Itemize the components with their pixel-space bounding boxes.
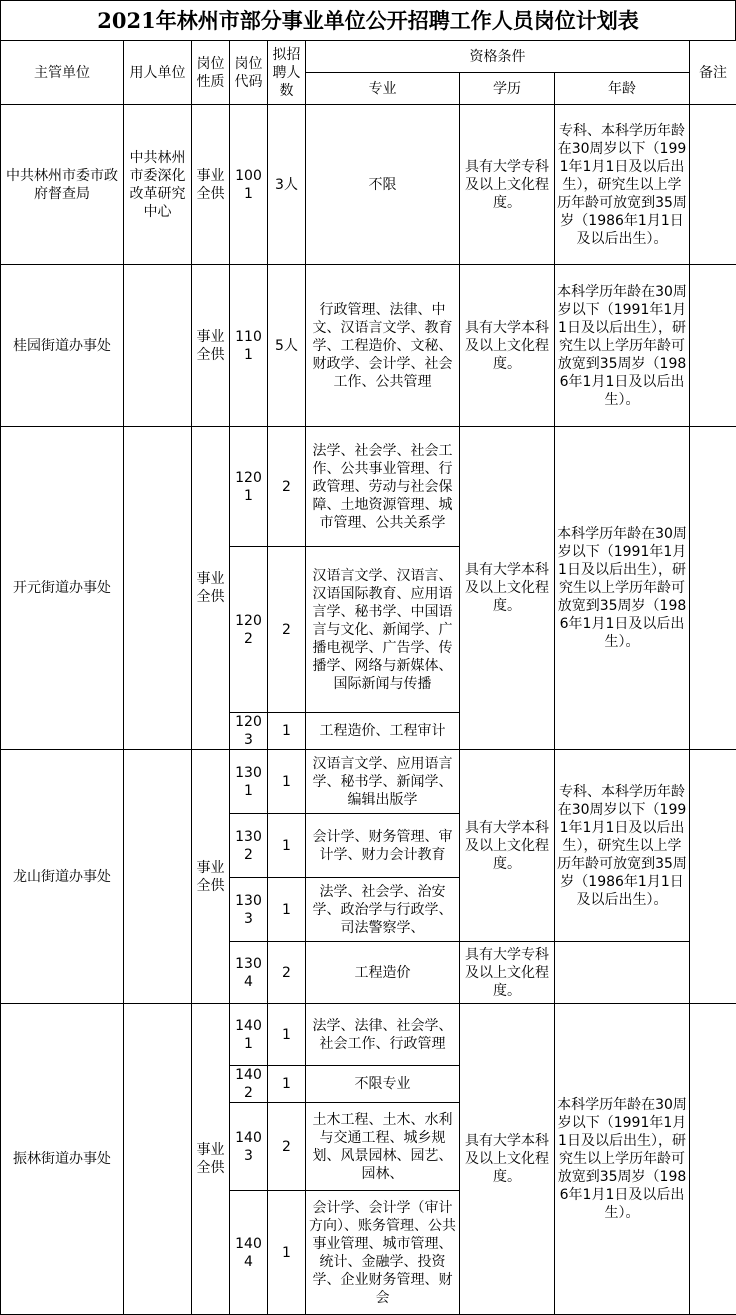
major-cell: 汉语言文学、应用语言学、秘书学、新闻学、编辑出版学 [306,750,460,814]
age-cell [555,942,690,1004]
header-remarks: 备注 [690,41,736,105]
employer-cell [124,265,192,427]
code-cell: 1404 [230,1191,268,1315]
nature-cell: 事业全供 [192,1004,230,1315]
header-education: 学历 [460,73,555,105]
age-cell: 专科、本科学历年龄在30周岁以下（1991年1月1日及以后出生），研究生以上学历年龄可放宽到35周岁（1986年1月1日及以后出生）。 [555,105,690,265]
age-cell: 本科学历年龄在30周岁以下（1991年1月1日及以后出生），研究生以上学历年龄可放宽到35周岁（1986年1月1日及以后出生）。 [555,1004,690,1315]
code-cell: 1201 [230,427,268,547]
major-cell: 法学、社会学、社会工作、公共事业管理、行政管理、劳动与社会保障、土地资源管理、城市管理、公共关系学 [306,427,460,547]
age-cell: 本科学历年龄在30周岁以下（1991年1月1日及以后出生），研究生以上学历年龄可放宽到35周岁（1986年1月1日及以后出生）。 [555,427,690,750]
count-cell: 2 [268,942,306,1004]
count-cell: 1 [268,1066,306,1103]
remarks-cell [690,1004,736,1315]
header-nature: 岗位性质 [192,41,230,105]
page-title: 2021年林州市部分事业单位公开招聘工作人员岗位计划表 [0,0,736,40]
employer-cell [124,427,192,750]
header-qualifications: 资格条件 [306,41,690,73]
supervisor-cell: 中共林州市委市政府督查局 [1,105,124,265]
header-age: 年龄 [555,73,690,105]
education-cell: 具有大学专科及以上文化程度。 [460,942,555,1004]
code-cell: 1301 [230,750,268,814]
employer-cell: 中共林州市委深化改革研究中心 [124,105,192,265]
age-cell: 本科学历年龄在30周岁以下（1991年1月1日及以后出生），研究生以上学历年龄可放宽到35周岁（1986年1月1日及以后出生）。 [555,265,690,427]
header-code: 岗位代码 [230,41,268,105]
code-cell: 1202 [230,547,268,713]
nature-cell: 事业全供 [192,105,230,265]
education-cell: 具有大学本科及以上文化程度。 [460,1004,555,1315]
table-row [1,750,736,814]
count-cell: 1 [268,814,306,878]
remarks-cell [690,750,736,1004]
code-cell: 1203 [230,713,268,750]
code-cell: 1403 [230,1103,268,1191]
count-cell: 2 [268,427,306,547]
major-cell: 工程造价 [306,942,460,1004]
supervisor-cell: 桂园街道办事处 [1,265,124,427]
education-cell: 具有大学本科及以上文化程度。 [460,427,555,750]
count-cell: 2 [268,1103,306,1191]
code-cell: 1001 [230,105,268,265]
education-cell: 具有大学本科及以上文化程度。 [460,750,555,942]
header-employer: 用人单位 [124,41,192,105]
header-count: 拟招聘人数 [268,41,306,105]
major-cell: 行政管理、法律、中文、汉语言文学、教育学、工程造价、文秘、财政学、会计学、社会工作、公共管理 [306,265,460,427]
recruitment-table [0,40,736,1315]
count-cell: 1 [268,1191,306,1315]
table-row [1,1004,736,1066]
nature-cell: 事业全供 [192,427,230,750]
remarks-cell [690,427,736,750]
age-cell: 专科、本科学历年龄在30周岁以下（1991年1月1日及以后出生），研究生以上学历年龄可放宽到35周岁（1986年1月1日及以后出生）。 [555,750,690,942]
major-cell: 会计学、会计学（审计方向）、账务管理、公共事业管理、城市管理、统计、金融学、投资学、企业财务管理、财会 [306,1191,460,1315]
code-cell: 1304 [230,942,268,1004]
major-cell: 会计学、财务管理、审计学、财力会计教育 [306,814,460,878]
code-cell: 1303 [230,878,268,942]
nature-cell: 事业全供 [192,750,230,1004]
code-cell: 1101 [230,265,268,427]
remarks-cell [690,265,736,427]
count-cell: 1 [268,878,306,942]
code-cell: 1401 [230,1004,268,1066]
code-cell: 1302 [230,814,268,878]
nature-cell: 事业全供 [192,265,230,427]
major-cell: 不限专业 [306,1066,460,1103]
supervisor-cell: 龙山街道办事处 [1,750,124,1004]
employer-cell [124,750,192,1004]
education-cell: 具有大学本科及以上文化程度。 [460,265,555,427]
count-cell: 1 [268,713,306,750]
header-row [1,41,736,73]
major-cell: 不限 [306,105,460,265]
major-cell: 法学、法律、社会学、社会工作、行政管理 [306,1004,460,1066]
major-cell: 汉语言文学、汉语言、汉语国际教育、应用语言学、秘书学、中国语言与文化、新闻学、广播电视学、广告学、传播学、网络与新媒体、国际新闻与传播 [306,547,460,713]
table-row [1,427,736,547]
count-cell: 3人 [268,105,306,265]
supervisor-cell: 开元街道办事处 [1,427,124,750]
count-cell: 2 [268,547,306,713]
table-row [1,105,736,265]
remarks-cell [690,105,736,265]
major-cell: 土木工程、土木、水利与交通工程、城乡规划、风景园林、园艺、园林、 [306,1103,460,1191]
employer-cell [124,1004,192,1315]
count-cell: 1 [268,750,306,814]
education-cell: 具有大学专科及以上文化程度。 [460,105,555,265]
count-cell: 5人 [268,265,306,427]
code-cell: 1402 [230,1066,268,1103]
supervisor-cell: 振林街道办事处 [1,1004,124,1315]
header-supervisor: 主管单位 [1,41,124,105]
table-row [1,265,736,427]
major-cell: 工程造价、工程审计 [306,713,460,750]
major-cell: 法学、社会学、治安学、政治学与行政学、司法警察学、 [306,878,460,942]
header-major: 专业 [306,73,460,105]
count-cell: 1 [268,1004,306,1066]
